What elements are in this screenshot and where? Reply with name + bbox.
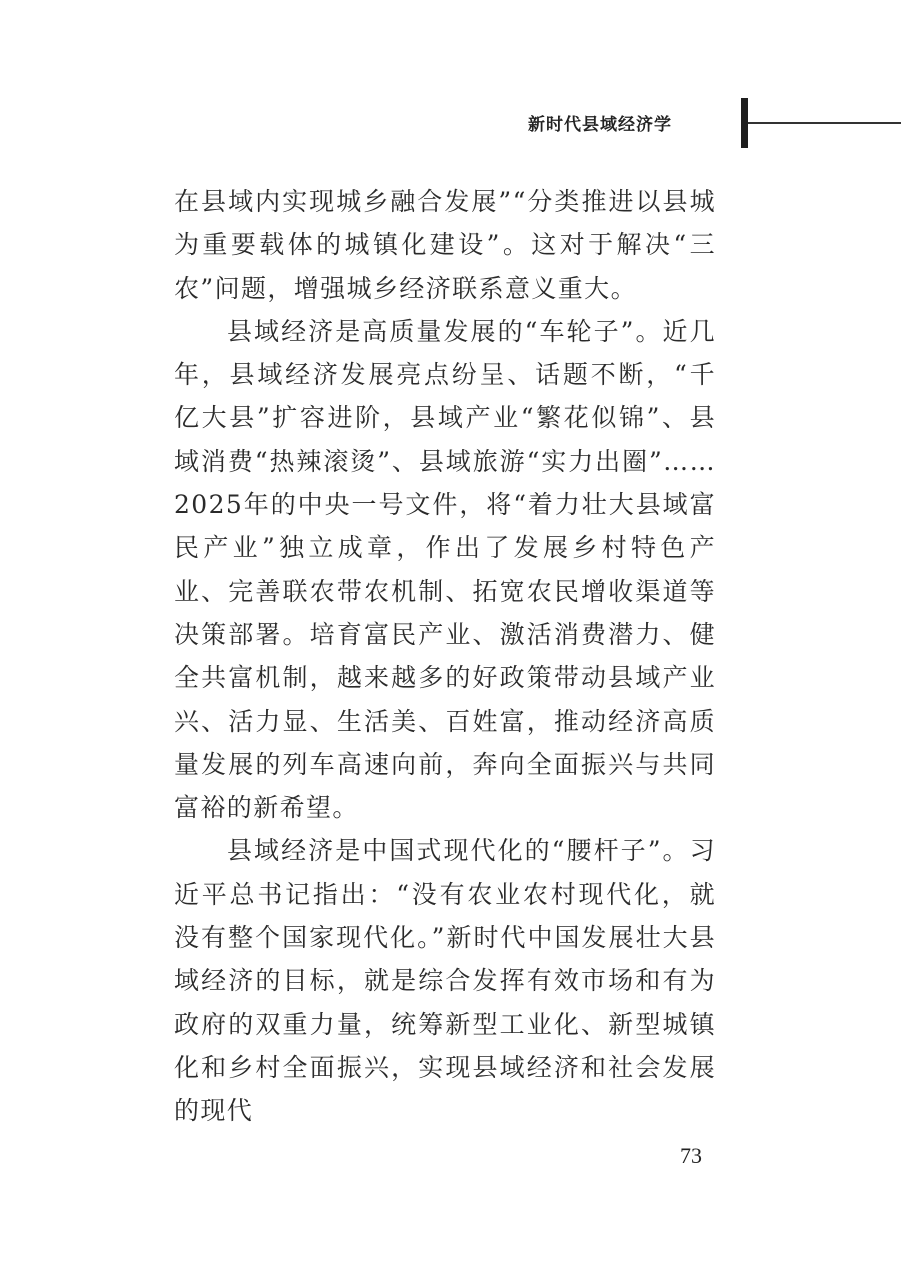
paragraph-continued: 在县域内实现城乡融合发展”“分类推进以县城为重要载体的城镇化建设”。这对于解决“三农”问题，增强城乡经济联系意义重大。 xyxy=(174,187,716,303)
running-head: 新时代县域经济学 xyxy=(528,115,672,135)
header-horizontal-rule xyxy=(748,122,901,124)
body-text xyxy=(174,180,716,1133)
paragraph: 县域经济是中国式现代化的“腰杆子”。习近平总书记指出：“没有农业农村现代化，就没有整个国家现代化。”新时代中国发展壮大县域经济的目标，就是综合发挥有效市场和有为政府的双重力量，统筹新型工业化、新型城镇化和乡村全面振兴，实现县域经济和社会发展的现代 xyxy=(174,836,716,1126)
page-number: 73 xyxy=(680,1143,702,1168)
header-vertical-rule xyxy=(741,98,748,148)
paragraph: 县域经济是高质量发展的“车轮子”。近几年，县域经济发展亮点纷呈、话题不断，“千亿大县”扩容进阶，县域产业“繁花似锦”、县域消费“热辣滚烫”、县域旅游“实力出圈”……2025年的中央一号文件，将“着力壮大县域富民产业”独立成章，作出了发展乡村特色产业、完善联农带农机制、拓宽农民增收渠道等决策部署。培育富民产业、激活消费潜力、健全共富机制，越来越多的好政策带动县域产业兴、活力显、生活美、百姓富，推动经济高质量发展的列车高速向前，奔向全面振兴与共同富裕的新希望。 xyxy=(174,316,716,823)
